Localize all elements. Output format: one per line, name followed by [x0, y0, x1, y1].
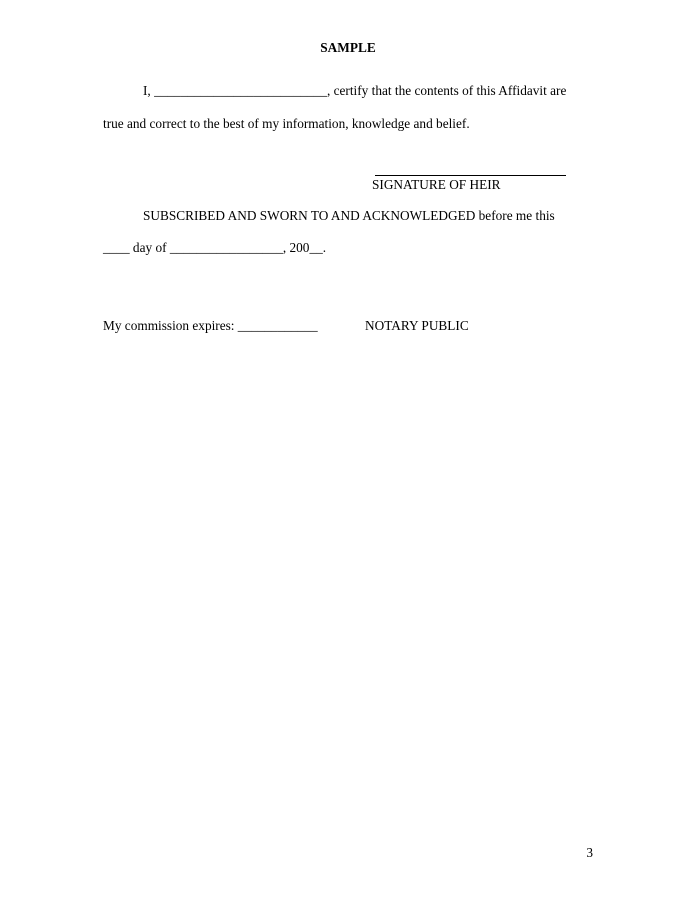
certify-line-1 [143, 83, 566, 99]
certify-line-2: true and correct to the best of my information, knowledge and belief. [103, 116, 470, 131]
subscribed-line-2: ____ day of _________________, 200__. [103, 240, 327, 255]
signature-line [375, 175, 566, 176]
page-number: 3 [586, 845, 593, 860]
document-title: SAMPLE [320, 40, 376, 55]
certify-prefix: I, [143, 83, 151, 98]
subscribed-line-1: SUBSCRIBED AND SWORN TO AND ACKNOWLEDGED before me this [143, 208, 555, 223]
signature-label: SIGNATURE OF HEIR [372, 177, 501, 192]
notary-public-label: NOTARY PUBLIC [365, 318, 469, 333]
commission-expires: My commission expires: ____________ [103, 318, 318, 333]
heir-name-blank: __________________________ [154, 83, 327, 98]
certify-suffix: , certify that the contents of this Affidavit are [326, 83, 567, 98]
